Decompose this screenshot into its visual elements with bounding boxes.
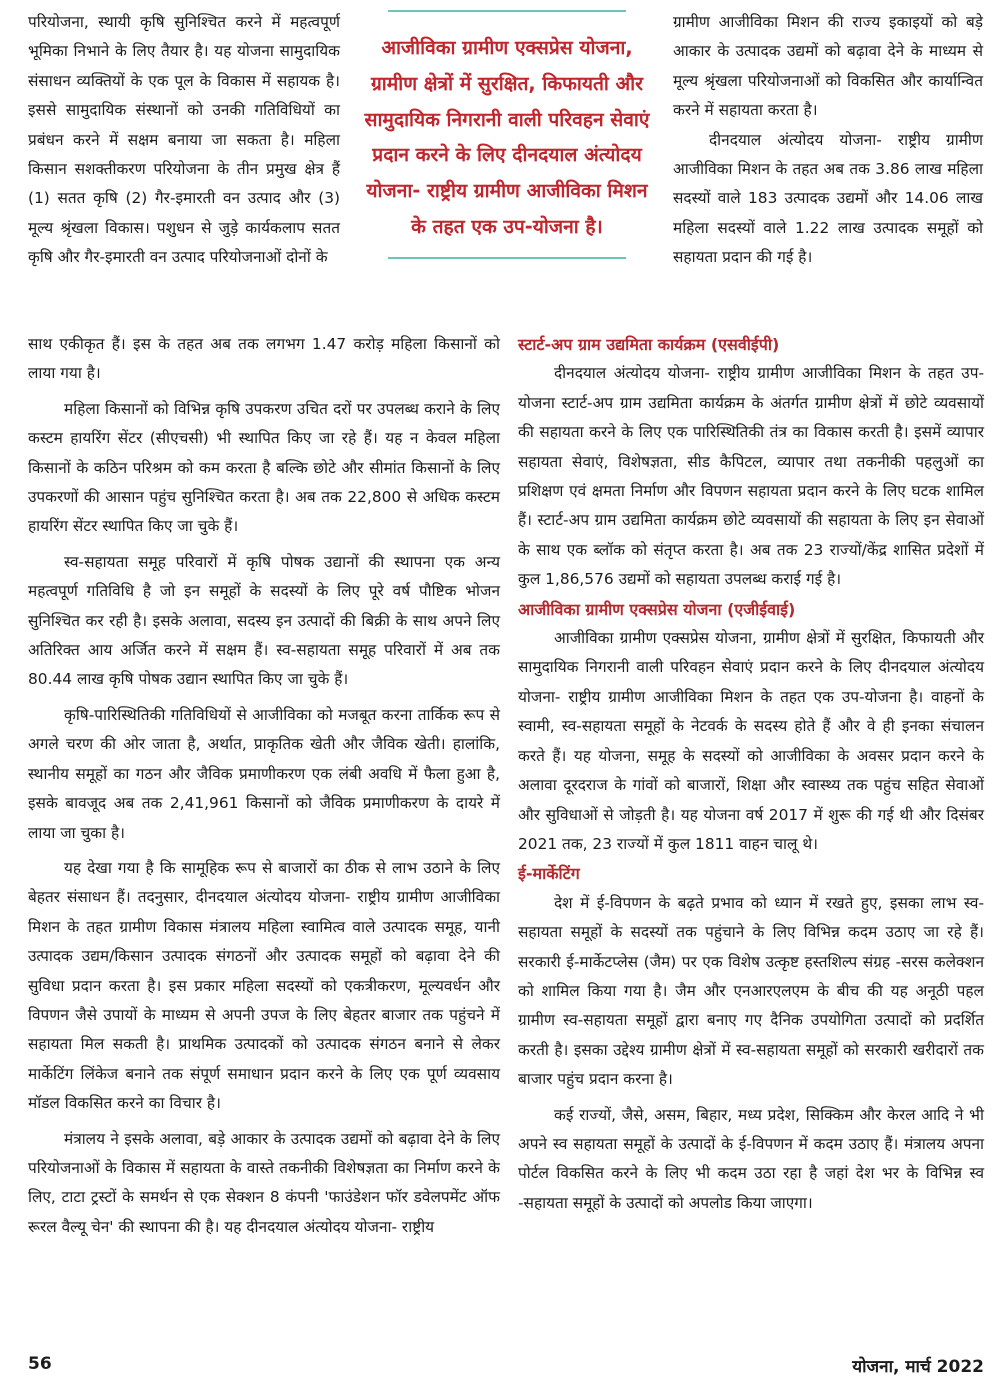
left-column-top (28, 8, 340, 273)
pull-quote-bottom-rule (388, 257, 626, 259)
right-column-top (673, 8, 983, 273)
paragraph: कई राज्यों, जैसे, असम, बिहार, मध्य प्रदेश, सिक्किम और केरल आदि ने भी अपने स्व सहायता समूहों के उत्पादों के ई-विपणन में कदम उठाए हैं। मंत्रालय अपना पोर्टल विकसित करने के लिए भी कदम उठा रहा है जहां देश भर के विभिन्न स्व -सहायता समूहों के उत्पादों को अपलोड किया जाएगा। (518, 1105, 984, 1212)
right-column (518, 330, 984, 1218)
pull-quote (358, 10, 656, 310)
paragraph: आजीविका ग्रामीण एक्सप्रेस योजना, ग्रामीण क्षेत्रों में सुरक्षित, किफायती और सामुदायिक निगरानी वाली परिवहन सेवाएं प्रदान करने के लिए दीनदयाल अंत्योदय योजना- राष्ट्रीय ग्रामीण आजीविका मिशन के तहत एक उप-योजना है। वाहनों के स्वामी, स्व-सहायता समूहों के नेटवर्क के सदस्य होते हैं और वे ही इनका संचालन करते हैं। यह योजना, समूह के सदस्यों को आजीविका के अवसर प्रदान करने के अलावा दूरदराज के गांवों को बाजारों, शिक्षा और स्वास्थ्य तक पहुंच सहित सेवाओं और सुविधाओं से जोड़ती है। यह योजना वर्ष 2017 में शुरू की गई थी और दिसंबर 2021 तक, 23 राज्यों में कुल 1811 वाहन चालू थे। (518, 629, 984, 853)
paragraph: ग्रामीण आजीविका मिशन की राज्य इकाइयों को बड़े आकार के उत्पादक उद्यमों को बढ़ावा देने के माध्यम से मूल्य श्रृंखला परियोजनाओं को विकसित और कार्यान्वित करने में सहायता करता है। (673, 13, 983, 120)
paragraph: कृषि-पारिस्थितिकी गतिविधियों से आजीविका को मजबूत करना तार्किक रूप से अगले चरण की ओर जाता है, अर्थात, प्राकृतिक खेती और जैविक खेती। हालांकि, स्थानीय समूहों का गठन और जैविक प्रमाणीकरण एक लंबी अवधि में फैला हुआ है, इसके बावजूद अब तक 2,41,961 किसानों को जैविक प्रमाणीकरण के दायरे में लाया जा चुका है। (28, 705, 500, 842)
paragraph: महिला किसानों को विभिन्न कृषि उपकरण उचित दरों पर उपलब्ध कराने के लिए कस्टम हायरिंग सेंटर (सीएचसी) भी स्थापित किए जा रहे हैं। यह न केवल महिला किसानों के कठिन परिश्रम को कम करता है बल्कि छोटे और सीमांत किसानों के लिए उपकरणों की आसान पहुंच सुनिश्चित करता है। अब तक 22,800 से अधिक कस्टम हायरिंग सेंटर स्थापित किए जा चुके हैं। (28, 399, 500, 536)
paragraph: दीनदयाल अंत्योदय योजना- राष्ट्रीय ग्रामीण आजीविका मिशन के तहत अब तक 3.86 लाख महिला सदस्यों वाले 183 उत्पादक उद्यमों और 14.06 लाख महिला सदस्यों वाले 1.22 लाख उत्पादक समूहों को सहायता प्रदान की गई है। (673, 130, 983, 267)
paragraph: दीनदयाल अंत्योदय योजना- राष्ट्रीय ग्रामीण आजीविका मिशन के तहत उप-योजना स्टार्ट-अप ग्राम उद्यमिता कार्यक्रम के अंतर्गत ग्रामीण क्षेत्रों में छोटे व्यवसायों की सहायता करने के लिए एक पारिस्थितिकी तंत्र का विकास करती है। इसमें व्यापार सहायता सेवाएं, विशेषज्ञता, सीड कैपिटल, व्यापार तथा तकनीकी पहलुओं का प्रशिक्षण एवं क्षमता निर्माण और विपणन सहायता प्रदान करने के लिए घटक शामिल हैं। स्टार्ट-अप ग्राम उद्यमिता कार्यक्रम छोटे व्यवसायों की सहायता के लिए इन सेवाओं के साथ एक ब्लॉक को संतृप्त करता है। अब तक 23 राज्यों/केंद्र शासित प्रदेशों में कुल 1,86,576 उद्यमों को सहायता उपलब्ध कराई गई है। (518, 364, 984, 589)
pull-quote-text: आजीविका ग्रामीण एक्सप्रेस योजना, ग्रामीण क्षेत्रों में सुरक्षित, किफायती और सामुदायिक निगरानी वाली परिवहन सेवाएं प्रदान करने के लिए दीनदयाल अंत्योदय योजना- राष्ट्रीय ग्रामीण आजीविका मिशन के तहत एक उप-योजना है। (364, 36, 650, 238)
left-column (28, 330, 500, 1242)
paragraph: साथ एकीकृत हैं। इस के तहत अब तक लगभग 1.47 करोड़ महिला किसानों को लाया गया है। (28, 335, 500, 383)
section-heading-svep: स्टार्ट-अप ग्राम उद्यमिता कार्यक्रम (एसवीईपी) (518, 335, 780, 354)
paragraph: देश में ई-विपणन के बढ़ते प्रभाव को ध्यान में रखते हुए, इसका लाभ स्व-सहायता समूहों के सदस्यों तक पहुंचाने के लिए विभिन्न कदम उठाए जा रहे हैं। सरकारी ई-मार्केटप्लेस (जैम) पर एक विशेष उत्कृष्ट हस्तशिल्प संग्रह -सरस कलेक्शन को शामिल किया गया है। जैम और एनआरएलएम के बीच की यह अनूठी पहल ग्रामीण स्व-सहायता समूहों द्वारा बनाए गए दैनिक उपयोगिता उत्पादों को प्रदर्शित करती है। इसका उद्देश्य ग्रामीण क्षेत्रों में स्व-सहायता समूहों को सरकारी खरीदारों तक बाजार पहुंच प्रदान करना है। (518, 893, 984, 1089)
magazine-issue: योजना, मार्च 2022 (852, 1357, 984, 1377)
paragraph: मंत्रालय ने इसके अलावा, बड़े आकार के उत्पादक उद्यमों को बढ़ावा देने के लिए परियोजनाओं के विकास में सहायता के वास्ते तकनीकी विशेषज्ञता का निर्माण करने के लिए, टाटा ट्रस्टों के समर्थन से एक सेक्शन 8 कंपनी 'फाउंडेशन फॉर डवेलपमेंट ऑफ रूरल वैल्यू चेन' की स्थापना की है। यह दीनदयाल अंत्योदय योजना- राष्ट्रीय (28, 1129, 500, 1236)
page-number: 56 (28, 1354, 52, 1374)
paragraph: स्व-सहायता समूह परिवारों में कृषि पोषक उद्यानों की स्थापना एक अन्य महत्वपूर्ण गतिविधि है जो इन समूहों के सदस्यों के लिए पूरे वर्ष पौष्टिक भोजन सुनिश्चित कर रही है। इसके अलावा, सदस्य इन उत्पादों की बिक्री के साथ अपने लिए अतिरिक्त आय अर्जित करने में सक्षम हैं। स्व-सहायता समूह परिवारों में अब तक 80.44 लाख कृषि पोषक उद्यान स्थापित किए जा चुके हैं। (28, 552, 500, 689)
paragraph: यह देखा गया है कि सामूहिक रूप से बाजारों का ठीक से लाभ उठाने के लिए बेहतर संसाधन हैं। तदनुसार, दीनदयाल अंत्योदय योजना- राष्ट्रीय ग्रामीण आजीविका मिशन के तहत ग्रामीण विकास मंत्रालय महिला स्वामित्व वाले उत्पादक समूह, यानी उत्पादक उद्यम/किसान उत्पादक संगठनों और उत्पादक समूहों को बढ़ावा देने की सुविधा प्रदान करता है। इस प्रकार महिला सदस्यों को एकत्रीकरण, मूल्यवर्धन और विपणन जैसे उपायों के माध्यम से अपनी उपज के लिए बेहतर बाजार तक पहुंचने में सहायता मिल सकती है। प्राथमिक उत्पादकों को उत्पादक संगठन बनाने से लेकर मार्केटिंग लिंकेज बनाने तक संपूर्ण समाधान प्रदान करने के लिए एक पूर्ण व्यवसाय मॉडल विकसित करने का विचार है। (28, 858, 500, 1113)
paragraph: परियोजना, स्थायी कृषि सुनिश्चित करने में महत्वपूर्ण भूमिका निभाने के लिए तैयार है। यह योजना सामुदायिक संसाधन व्यक्तियों के एक पूल के विकास में सहायक है। इससे सामुदायिक संस्थानों को उनकी गतिविधियों का प्रबंधन करने में सक्षम बनाया जा सकता है। महिला किसान सशक्तीकरण परियोजना के तीन प्रमुख क्षेत्र हैं (1) सतत कृषि (2) गैर-इमारती वन उत्पाद और (3) मूल्य श्रृंखला विकास। पशुधन से जुड़े कार्यकलाप सतत कृषि और गैर-इमारती वन उत्पाद परियोजनाओं दोनों के (28, 13, 340, 267)
section-heading-agey: आजीविका ग्रामीण एक्सप्रेस योजना (एजीईवाई) (518, 599, 796, 619)
section-heading-e-marketing: ई-मार्केटिंग (518, 864, 580, 884)
